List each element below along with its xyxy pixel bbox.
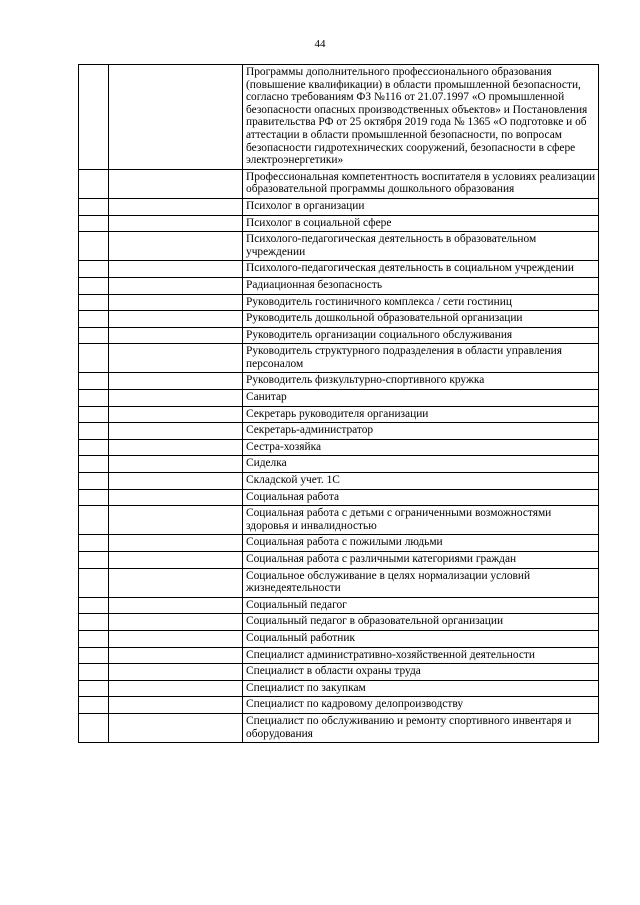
number-cell bbox=[79, 232, 109, 261]
category-cell bbox=[109, 327, 243, 344]
program-name-cell: Социальная работа с пожилыми людьми bbox=[243, 535, 599, 552]
category-cell bbox=[109, 664, 243, 681]
category-cell bbox=[109, 552, 243, 569]
program-name-cell: Профессиональная компетентность воспитателя в условиях реализации образовательной программы дошкольного образования bbox=[243, 169, 599, 198]
program-name-cell: Руководитель физкультурно-спортивного кружка bbox=[243, 373, 599, 390]
table-row bbox=[79, 535, 599, 552]
number-cell bbox=[79, 344, 109, 373]
table-row bbox=[79, 373, 599, 390]
program-name-cell: Социальный работник bbox=[243, 630, 599, 647]
program-name-cell: Сестра-хозяйка bbox=[243, 439, 599, 456]
table-row bbox=[79, 261, 599, 278]
category-cell bbox=[109, 423, 243, 440]
program-name-cell: Социальный педагог bbox=[243, 597, 599, 614]
number-cell bbox=[79, 597, 109, 614]
category-cell bbox=[109, 697, 243, 714]
table-row bbox=[79, 169, 599, 198]
course-table-body bbox=[79, 65, 599, 743]
table-row bbox=[79, 664, 599, 681]
table-row bbox=[79, 439, 599, 456]
number-cell bbox=[79, 697, 109, 714]
table-row bbox=[79, 597, 599, 614]
category-cell bbox=[109, 473, 243, 490]
table-row bbox=[79, 423, 599, 440]
program-name-cell: Социальная работа с различными категориями граждан bbox=[243, 552, 599, 569]
table-row bbox=[79, 294, 599, 311]
table-row bbox=[79, 680, 599, 697]
program-name-cell: Социальная работа с детьми с ограниченными возможностями здоровья и инвалидностью bbox=[243, 506, 599, 535]
number-cell bbox=[79, 439, 109, 456]
category-cell bbox=[109, 713, 243, 742]
category-cell bbox=[109, 390, 243, 407]
table-row bbox=[79, 215, 599, 232]
program-name-cell: Программы дополнительного профессионального образования (повышение квалификации) в области промышленной безопасности, согласно требованиям ФЗ №116 от 21.07.1997 «О промышленной безопасности опасных производственных объектов» и Постановления правительства РФ от 25 октября 2019 года № 1365 «О подготовке и об аттестации в области промышленной безопасности, по вопросам безопасности гидротехнических сооружений, безопасности в сфере электроэнергетики» bbox=[243, 65, 599, 170]
number-cell bbox=[79, 473, 109, 490]
program-name-cell: Социальная работа bbox=[243, 489, 599, 506]
category-cell bbox=[109, 261, 243, 278]
category-cell bbox=[109, 277, 243, 294]
number-cell bbox=[79, 456, 109, 473]
program-name-cell: Психолог в социальной сфере bbox=[243, 215, 599, 232]
program-name-cell: Секретарь-администратор bbox=[243, 423, 599, 440]
table-row bbox=[79, 390, 599, 407]
program-name-cell: Руководитель гостиничного комплекса / сети гостиниц bbox=[243, 294, 599, 311]
program-name-cell: Психолого-педагогическая деятельность в образовательном учреждении bbox=[243, 232, 599, 261]
number-cell bbox=[79, 614, 109, 631]
table-row bbox=[79, 614, 599, 631]
table-row bbox=[79, 344, 599, 373]
program-name-cell: Руководитель структурного подразделения в области управления персоналом bbox=[243, 344, 599, 373]
category-cell bbox=[109, 215, 243, 232]
page-number: 44 bbox=[314, 38, 326, 50]
category-cell bbox=[109, 198, 243, 215]
category-cell bbox=[109, 680, 243, 697]
number-cell bbox=[79, 311, 109, 328]
number-cell bbox=[79, 489, 109, 506]
table-row bbox=[79, 568, 599, 597]
program-name-cell: Специалист по обслуживанию и ремонту спортивного инвентаря и оборудования bbox=[243, 713, 599, 742]
table-row bbox=[79, 489, 599, 506]
number-cell bbox=[79, 294, 109, 311]
program-name-cell: Сиделка bbox=[243, 456, 599, 473]
number-cell bbox=[79, 277, 109, 294]
number-cell bbox=[79, 680, 109, 697]
table-row bbox=[79, 311, 599, 328]
category-cell bbox=[109, 65, 243, 170]
category-cell bbox=[109, 506, 243, 535]
table-row bbox=[79, 406, 599, 423]
category-cell bbox=[109, 439, 243, 456]
category-cell bbox=[109, 373, 243, 390]
program-name-cell: Социальное обслуживание в целях нормализации условий жизнедеятельности bbox=[243, 568, 599, 597]
table-row bbox=[79, 697, 599, 714]
program-name-cell: Психолого-педагогическая деятельность в социальном учреждении bbox=[243, 261, 599, 278]
program-name-cell: Специалист административно-хозяйственной деятельности bbox=[243, 647, 599, 664]
category-cell bbox=[109, 647, 243, 664]
number-cell bbox=[79, 568, 109, 597]
number-cell bbox=[79, 423, 109, 440]
program-name-cell: Руководитель организации социального обслуживания bbox=[243, 327, 599, 344]
number-cell bbox=[79, 535, 109, 552]
table-row bbox=[79, 506, 599, 535]
category-cell bbox=[109, 169, 243, 198]
category-cell bbox=[109, 311, 243, 328]
number-cell bbox=[79, 406, 109, 423]
program-name-cell: Специалист по кадровому делопроизводству bbox=[243, 697, 599, 714]
number-cell bbox=[79, 552, 109, 569]
program-name-cell: Психолог в организации bbox=[243, 198, 599, 215]
number-cell bbox=[79, 664, 109, 681]
category-cell bbox=[109, 406, 243, 423]
course-table bbox=[78, 64, 599, 743]
category-cell bbox=[109, 456, 243, 473]
category-cell bbox=[109, 344, 243, 373]
program-name-cell: Секретарь руководителя организации bbox=[243, 406, 599, 423]
table-row bbox=[79, 456, 599, 473]
number-cell bbox=[79, 327, 109, 344]
number-cell bbox=[79, 630, 109, 647]
number-cell bbox=[79, 506, 109, 535]
table-row bbox=[79, 630, 599, 647]
category-cell bbox=[109, 294, 243, 311]
category-cell bbox=[109, 597, 243, 614]
table-row bbox=[79, 473, 599, 490]
number-cell bbox=[79, 261, 109, 278]
number-cell bbox=[79, 390, 109, 407]
table-row bbox=[79, 552, 599, 569]
category-cell bbox=[109, 630, 243, 647]
program-name-cell: Специалист в области охраны труда bbox=[243, 664, 599, 681]
table-row bbox=[79, 232, 599, 261]
number-cell bbox=[79, 169, 109, 198]
number-cell bbox=[79, 647, 109, 664]
category-cell bbox=[109, 614, 243, 631]
table-row bbox=[79, 277, 599, 294]
number-cell bbox=[79, 65, 109, 170]
category-cell bbox=[109, 535, 243, 552]
number-cell bbox=[79, 215, 109, 232]
number-cell bbox=[79, 713, 109, 742]
table-row bbox=[79, 327, 599, 344]
program-name-cell: Радиационная безопасность bbox=[243, 277, 599, 294]
table-row bbox=[79, 713, 599, 742]
program-name-cell: Социальный педагог в образовательной организации bbox=[243, 614, 599, 631]
number-cell bbox=[79, 198, 109, 215]
table-row bbox=[79, 65, 599, 170]
table-row bbox=[79, 647, 599, 664]
number-cell bbox=[79, 373, 109, 390]
program-name-cell: Складской учет. 1С bbox=[243, 473, 599, 490]
category-cell bbox=[109, 568, 243, 597]
category-cell bbox=[109, 232, 243, 261]
program-name-cell: Санитар bbox=[243, 390, 599, 407]
program-name-cell: Руководитель дошкольной образовательной организации bbox=[243, 311, 599, 328]
category-cell bbox=[109, 489, 243, 506]
table-row bbox=[79, 198, 599, 215]
program-name-cell: Специалист по закупкам bbox=[243, 680, 599, 697]
